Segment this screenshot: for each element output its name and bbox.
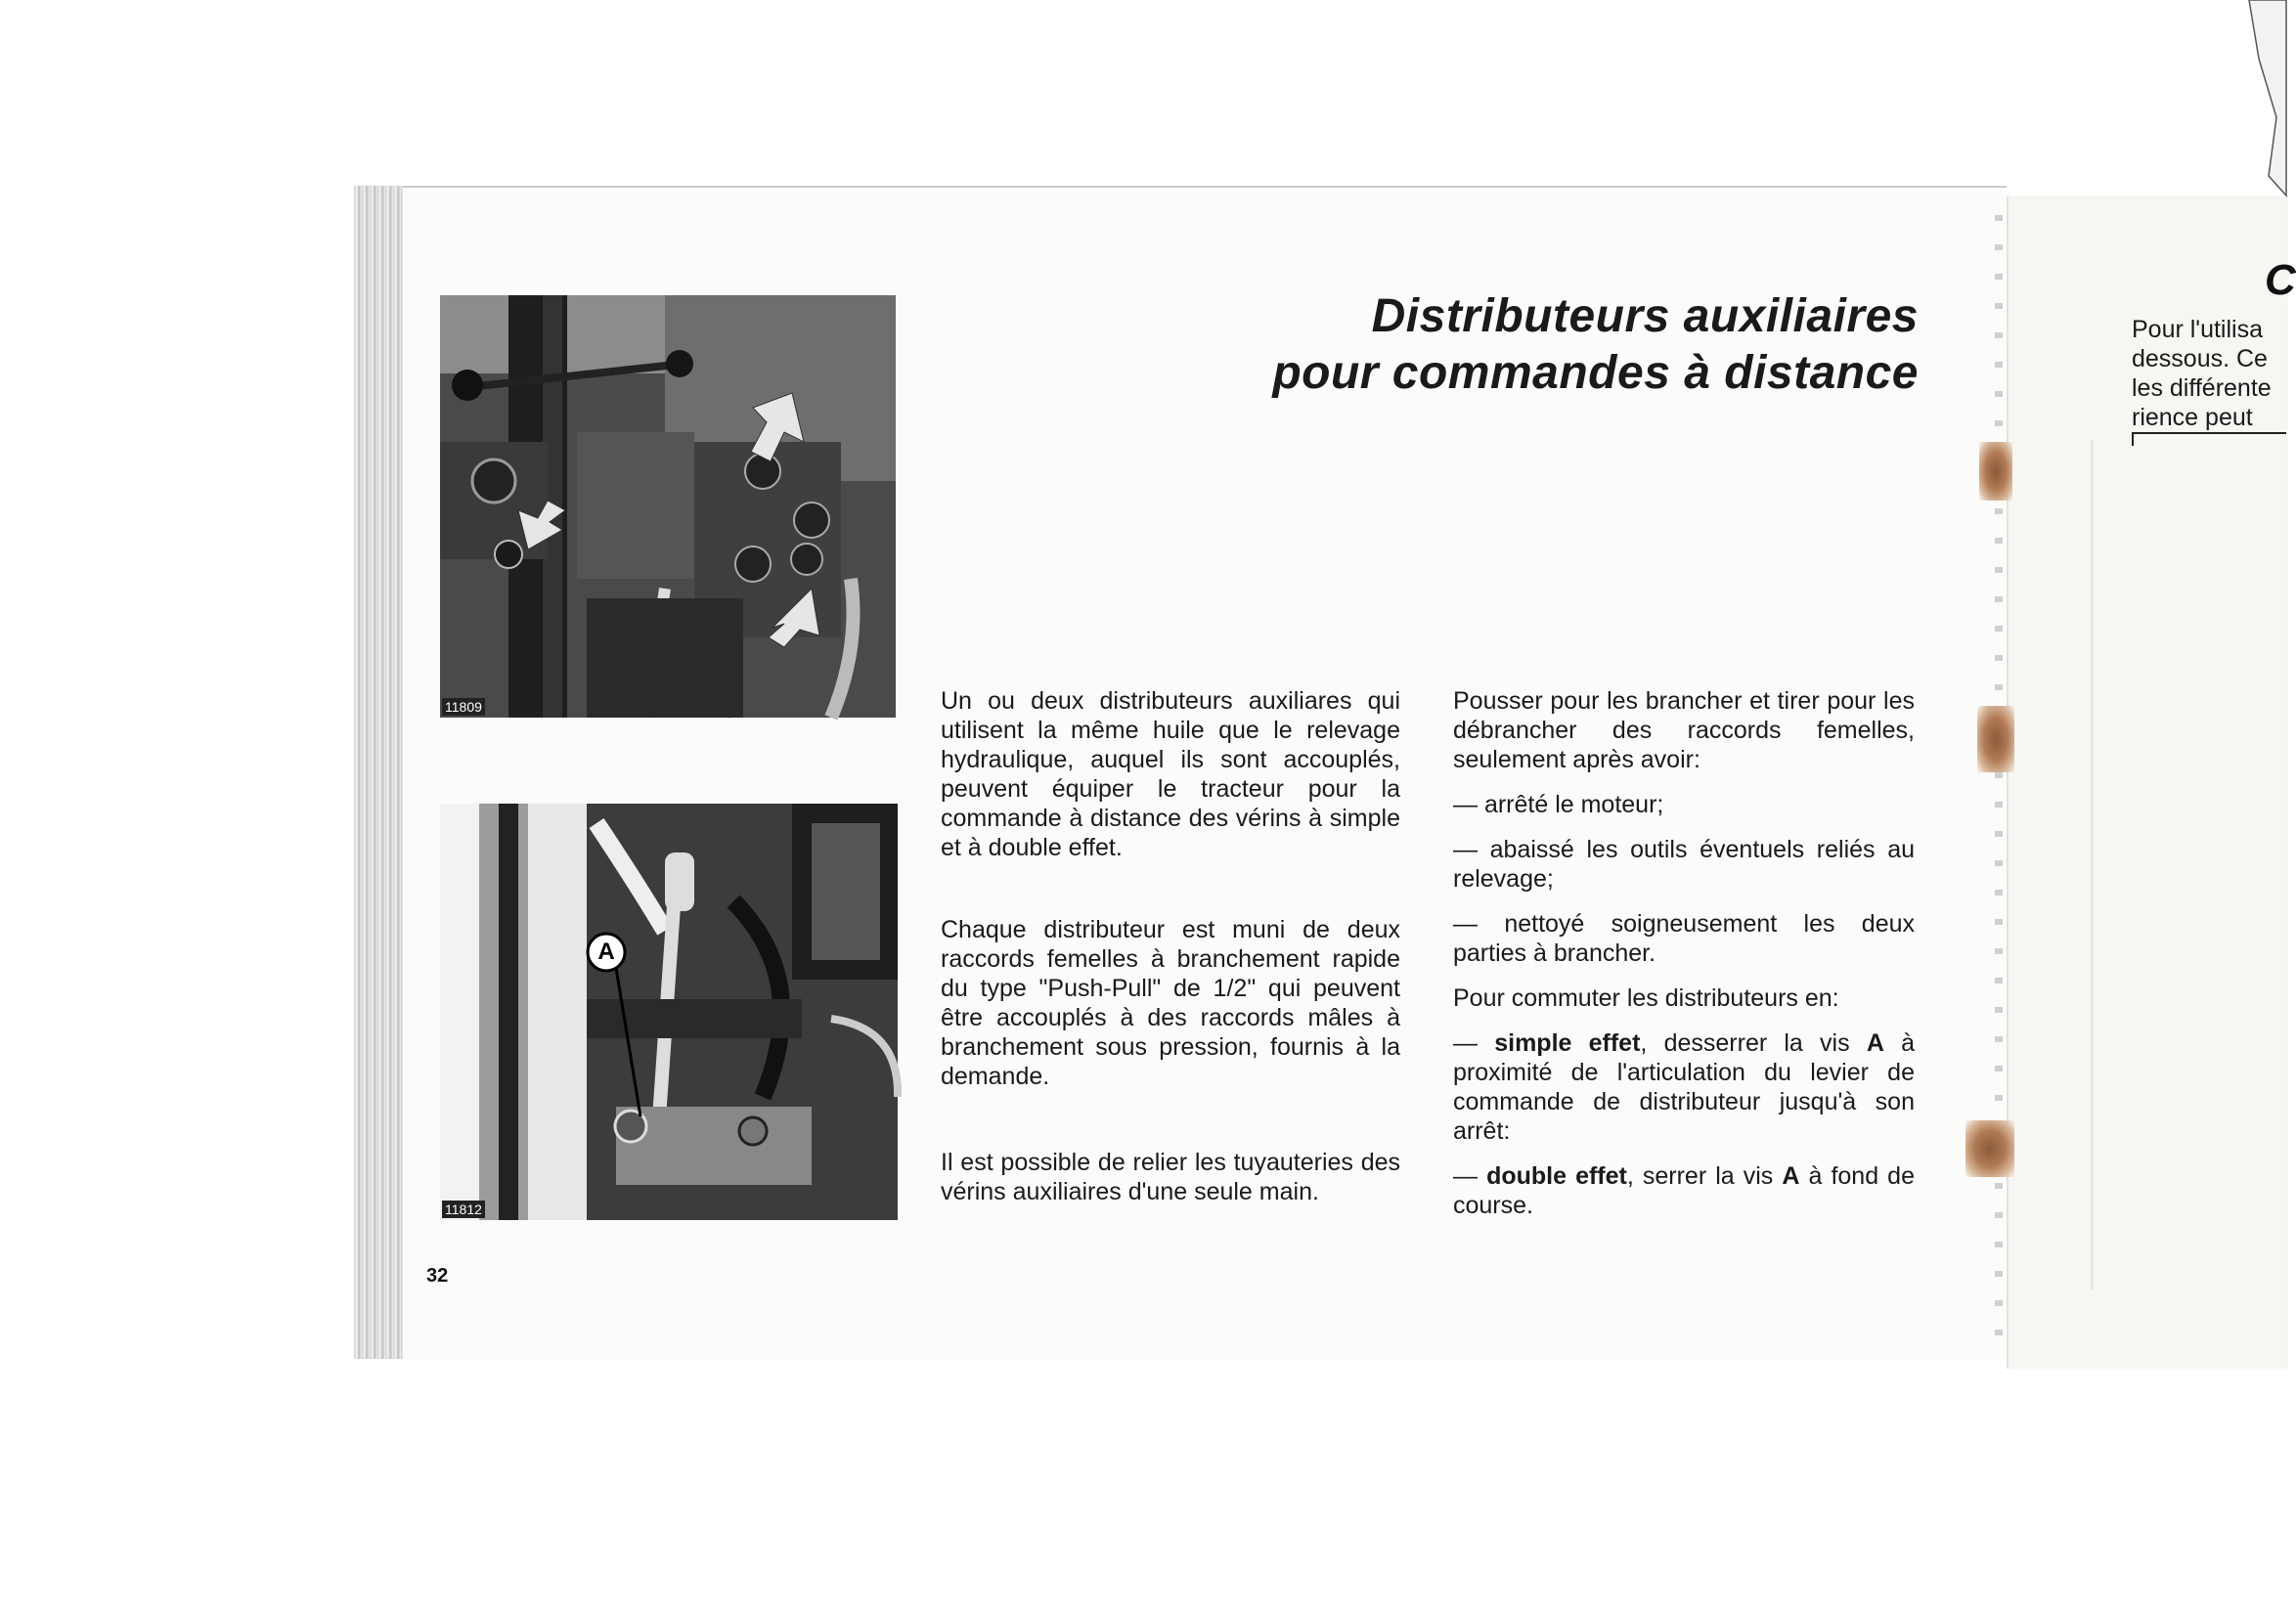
callout-A: A xyxy=(597,939,615,965)
bold-term: A xyxy=(1782,1162,1800,1190)
figure-number: 11812 xyxy=(442,1201,485,1218)
text: à proximité de l'articulation du levier de commande de distributeur jusqu'à son arrêt: xyxy=(1453,1029,1915,1145)
paragraph: Un ou deux distributeurs auxiliares qui utilisent la même huile que le relevage hydraulique, auquel ils sont accouplés, peuvent équiper le tracteur pour la commande à distance des vérins à simple et à double effet. xyxy=(941,687,1400,861)
page-title-line1: Distributeurs auxiliaires xyxy=(1371,290,1919,342)
right-page-rule xyxy=(2132,432,2286,434)
list-item-double-effet xyxy=(1453,1161,1915,1220)
bold-term: double effet xyxy=(1486,1162,1627,1190)
text: , serrer la vis xyxy=(1626,1162,1783,1190)
text: , desserrer la vis xyxy=(1640,1029,1867,1057)
list-item: — abaissé les outils éventuels reliés au relevage; xyxy=(1453,836,1915,893)
text-column-2 xyxy=(1453,686,1915,1220)
paragraph: Chaque distributeur est muni de deux raccords femelles à branchement rapide du type "Push-Pull" de 1/2" qui peuvent être accouplés à des raccords mâles à branchement sous pression, fournis à la demande. xyxy=(941,916,1400,1090)
paragraph: Il est possible de relier les tuyauteries des vérins auxiliaires d'une seule main. xyxy=(941,1149,1400,1205)
right-page-divider xyxy=(2091,440,2094,1290)
right-page-line: rience peut xyxy=(2132,404,2253,431)
right-page-rule xyxy=(2132,432,2134,446)
dash: — xyxy=(1453,1162,1487,1190)
page-number: 32 xyxy=(426,1265,449,1287)
right-page-line: les différente xyxy=(2132,374,2272,402)
photo-distributor-screw-A xyxy=(440,804,898,1220)
bold-term: A xyxy=(1866,1029,1884,1057)
list-item: — nettoyé soigneusement les deux parties à brancher. xyxy=(1453,910,1915,967)
page-spine xyxy=(354,186,403,1359)
right-page-line: Pour l'utilisa xyxy=(2132,316,2263,343)
staple-mark xyxy=(1979,442,2012,501)
staple-mark xyxy=(1977,706,2014,772)
bold-term: simple effet xyxy=(1494,1029,1641,1057)
text: à fond de course. xyxy=(1453,1162,1915,1219)
paragraph: Pour commuter les distributeurs en: xyxy=(1453,984,1839,1012)
list-item: — arrêté le moteur; xyxy=(1453,791,1664,818)
right-page-heading-fragment: C xyxy=(2265,256,2296,304)
right-page-line: dessous. Ce xyxy=(2132,345,2268,372)
page-title-line2: pour commandes à distance xyxy=(1272,347,1919,399)
list-item-simple-effet xyxy=(1453,1028,1915,1146)
page-curl xyxy=(2239,0,2286,196)
paragraph: Pousser pour les brancher et tirer pour les débrancher des raccords femelles, seulement après avoir: xyxy=(1453,687,1915,773)
dash: — xyxy=(1453,1029,1495,1057)
photo-distributor-levers xyxy=(440,295,896,718)
staple-mark xyxy=(1965,1120,2014,1177)
text-column-1 xyxy=(941,686,1400,1206)
figure-number: 11809 xyxy=(442,698,485,716)
